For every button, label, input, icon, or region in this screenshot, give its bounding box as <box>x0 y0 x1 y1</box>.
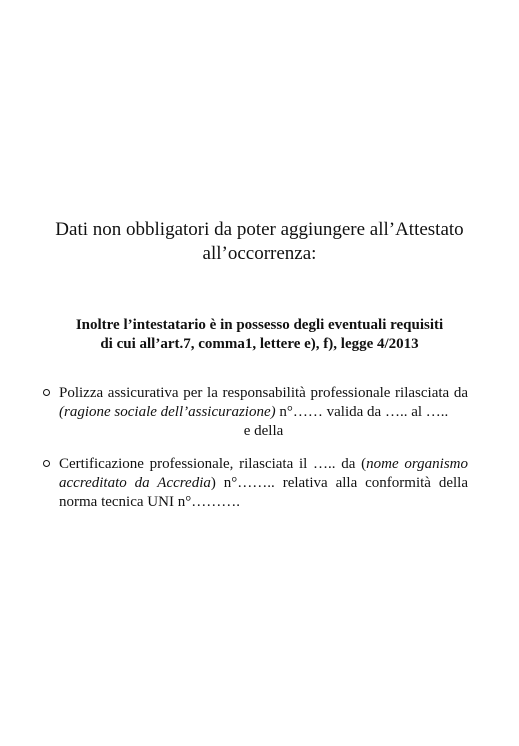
certification-body-placeholder: nome organismo accreditato da Accredia <box>59 456 468 491</box>
certification-text-end: ) n°…….. relativa alla conformità della norma tecnica UNI n°………. <box>59 475 468 510</box>
insurance-text-end: n°…… valida da ….. al ….. <box>275 404 449 420</box>
circle-bullet-icon <box>43 389 50 396</box>
insurance-conjunction: e della <box>243 423 284 439</box>
certification-text-start: Certificazione professionale, rilasciata il ….. da ( <box>59 456 367 472</box>
insurance-company-placeholder: (ragione sociale dell’assicurazione) <box>59 404 276 420</box>
heading-line-2: all’occorrenza: <box>202 243 317 264</box>
subheading-line-1: Inoltre l’intestatario è in possesso degli eventuali requisiti <box>75 317 444 333</box>
subheading-line-2: di cui all’art.7, comma1, lettere e), f), legge 4/2013 <box>100 336 419 352</box>
list-item-insurance-policy <box>43 384 468 441</box>
insurance-text-start: Polizza assicurativa per la responsabilità professionale rilasciata da <box>59 385 468 401</box>
document-subheading <box>28 316 491 354</box>
heading-line-1: Dati non obbligatori da poter aggiungere all’Attestato <box>55 219 464 240</box>
circle-bullet-icon <box>43 460 50 467</box>
list-item-certification <box>43 455 468 512</box>
document-heading <box>30 218 489 266</box>
requirements-list <box>43 384 468 512</box>
